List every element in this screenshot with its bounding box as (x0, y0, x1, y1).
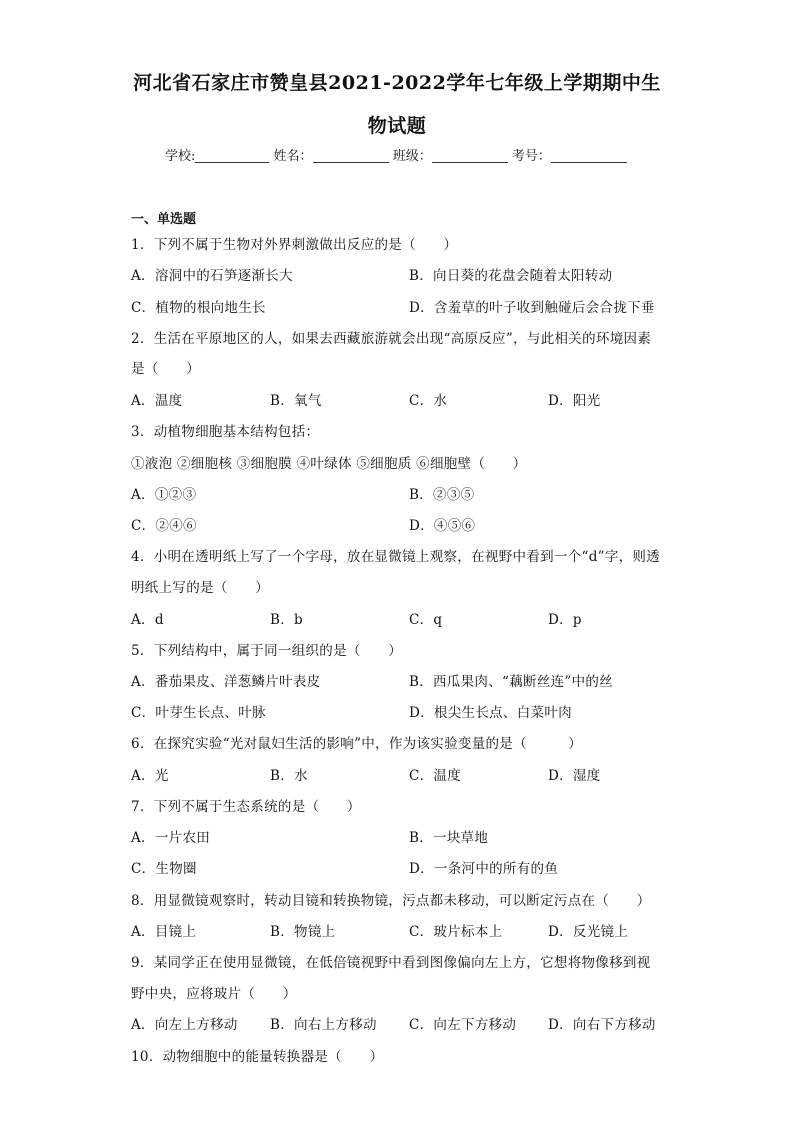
question-1-option-a: A．溶洞中的石笋逐渐长大 (131, 268, 293, 284)
page-title-continued: 物试题 (367, 115, 427, 137)
question-1-option-c: C．植物的根向地生长 (131, 300, 266, 316)
question-4-stem-cont: 明纸上写的是（ ） (131, 580, 269, 596)
question-8-option-a: A．目镜上 (131, 924, 197, 940)
question-9-option-b: B．向右上方移动 (270, 1017, 377, 1033)
name-blank (313, 148, 389, 163)
question-7-option-d: D．一条河中的所有的鱼 (409, 861, 559, 877)
question-4-option-d: D．p (548, 612, 582, 628)
question-5-option-c: C．叶芽生长点、叶脉 (131, 705, 266, 721)
question-7-option-c: C．生物圈 (131, 861, 197, 877)
question-2-option-c: C．水 (409, 393, 448, 409)
question-7-option-b: B．一块草地 (409, 830, 489, 846)
question-8-option-d: D．反光镜上 (548, 924, 629, 940)
question-4-stem: 4．小明在透明纸上写了一个字母，放在显微镜上观察，在视野中看到一个“d”字，则透 (131, 549, 661, 565)
class-blank (432, 148, 508, 163)
exam-no-blank (551, 148, 627, 163)
class-label: 班级： (392, 149, 432, 164)
question-4-option-c: C．q (409, 612, 443, 628)
section-heading: 一、单选题 (131, 212, 197, 227)
question-8-option-b: B．物镜上 (270, 924, 336, 940)
question-5-option-d: D．根尖生长点、白菜叶肉 (409, 705, 572, 721)
question-5-option-b: B．西瓜果肉、“藕断丝连”中的丝 (409, 674, 614, 690)
school-blank (195, 148, 269, 163)
question-1-option-b: B．向日葵的花盘会随着太阳转动 (409, 268, 613, 284)
name-label: 姓名： (273, 149, 313, 164)
question-8-option-c: C．玻片标本上 (409, 924, 503, 940)
exam-no-label: 考号： (511, 149, 551, 164)
question-6-option-d: D．湿度 (548, 768, 601, 784)
question-3-items: ①液泡 ②细胞核 ③细胞膜 ④叶绿体 ⑤细胞质 ⑥细胞壁（ ） (131, 456, 527, 472)
question-1-stem: 1．下列不属于生物对外界刺激做出反应的是（ ） (131, 237, 458, 253)
school-label: 学校: (165, 149, 196, 164)
question-2-option-a: A．温度 (131, 393, 183, 409)
question-5-stem: 5．下列结构中，属于同一组织的是（ ） (131, 643, 403, 659)
student-info-line (165, 145, 627, 164)
question-7-stem: 7．下列不属于生态系统的是（ ） (131, 799, 361, 815)
question-4-option-b: B．b (270, 612, 303, 628)
question-6-option-b: B．水 (270, 768, 308, 784)
page-title: 河北省石家庄市赞皇县2021-2022学年七年级上学期期中生 (133, 72, 661, 94)
question-4-option-a: A．d (131, 612, 164, 628)
question-9-option-c: C．向左下方移动 (409, 1017, 517, 1033)
question-6-stem: 6．在探究实验“光对鼠妇生活的影响”中，作为该实验变量的是（ ） (131, 736, 583, 752)
question-2-stem-cont: 是（ ） (131, 361, 200, 377)
question-3-option-d: D．④⑤⑥ (409, 518, 476, 534)
question-9-option-d: D．向右下方移动 (548, 1017, 656, 1033)
question-9-option-a: A．向左上方移动 (131, 1017, 238, 1033)
question-9-stem: 9．某同学正在使用显微镜，在低倍镜视野中看到图像偏向左上方，它想将物像移到视 (131, 955, 651, 971)
question-9-stem-cont: 野中央，应将玻片（ ） (131, 986, 297, 1002)
question-8-stem: 8．用显微镜观察时，转动目镜和转换物镜，污点都未移动，可以断定污点在（ ） (131, 893, 651, 909)
question-6-option-a: A．光 (131, 768, 169, 784)
question-2-stem: 2．生活在平原地区的人，如果去西藏旅游就会出现“高原反应”，与此相关的环境因素 (131, 331, 652, 347)
question-1-option-d: D．含羞草的叶子收到触碰后会合拢下垂 (409, 300, 655, 316)
question-3-option-b: B．②③⑤ (409, 487, 475, 503)
question-6-option-c: C．温度 (409, 768, 462, 784)
question-2-option-b: B．氧气 (270, 393, 322, 409)
question-7-option-a: A．一片农田 (131, 830, 211, 846)
question-3-stem: 3．动植物细胞基本结构包括： (131, 424, 320, 440)
question-10-stem: 10．动物细胞中的能量转换器是（ ） (131, 1049, 384, 1065)
question-3-option-a: A．①②③ (131, 487, 197, 503)
question-5-option-a: A．番茄果皮、洋葱鳞片叶表皮 (131, 674, 321, 690)
question-2-option-d: D．阳光 (548, 393, 601, 409)
question-3-option-c: C．②④⑥ (131, 518, 197, 534)
